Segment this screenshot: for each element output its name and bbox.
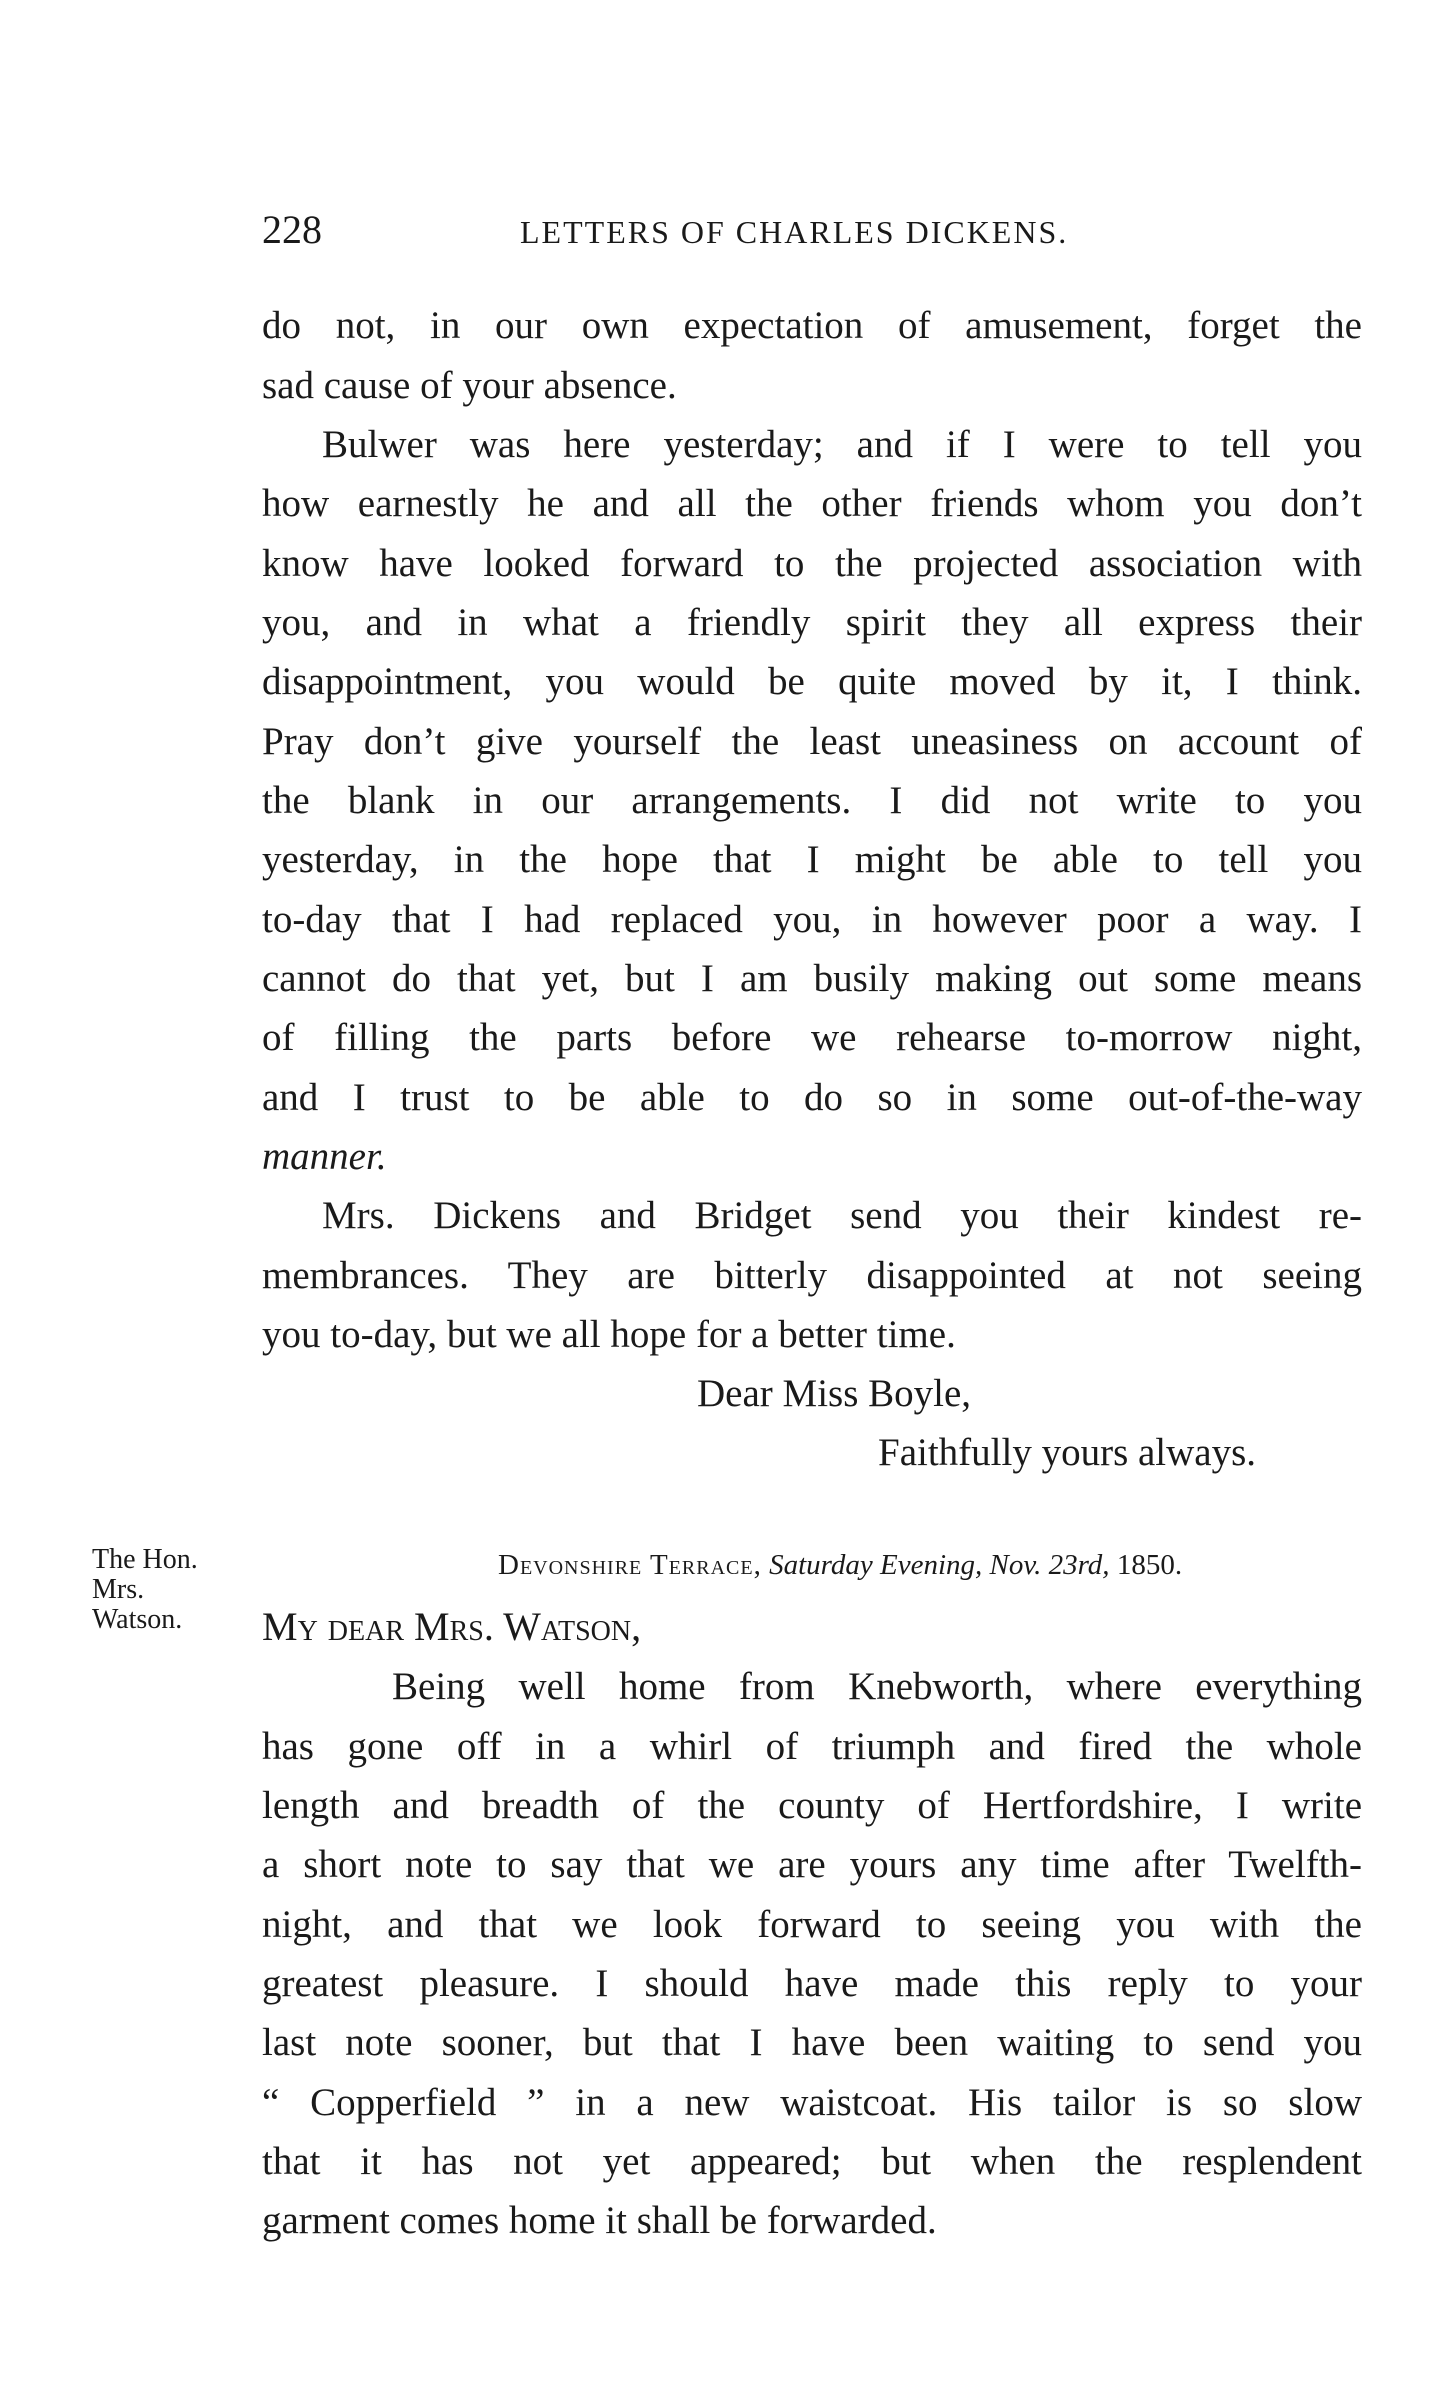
text-line: “ Copperfield ” in a new waistcoat. His tailor is so slow <box>262 2081 1362 2124</box>
text-line: you to-day, but we all hope for a better time. <box>262 1313 956 1356</box>
running-title: LETTERS OF CHARLES DICKENS. <box>520 214 1069 250</box>
text-line: Mrs. Dickens and Bridget send you their kindest re- <box>322 1194 1362 1237</box>
text-line: has gone off in a whirl of triumph and fired the whole <box>262 1725 1362 1768</box>
text-line: last note sooner, but that I have been waiting to send you <box>262 2021 1362 2064</box>
text-line: how earnestly he and all the other friends whom you don’t <box>262 482 1362 525</box>
margin-note-line: The Hon. <box>92 1544 198 1575</box>
text-line: length and breadth of the county of Hertfordshire, I write <box>262 1784 1362 1827</box>
dateline-time: Saturday Evening, Nov. 23rd, <box>769 1549 1110 1581</box>
closing-signoff: Faithfully yours always. <box>878 1431 1257 1474</box>
text-line: manner. <box>262 1135 387 1178</box>
text-line: Being well home from Knebworth, where everything <box>392 1665 1362 1708</box>
dateline-year: 1850. <box>1116 1549 1183 1581</box>
text-line: sad cause of your absence. <box>262 364 677 407</box>
text-line: disappointment, you would be quite moved by it, I think. <box>262 660 1362 703</box>
text-line: to-day that I had replaced you, in however poor a way. I <box>262 898 1362 941</box>
text-line: Pray don’t give yourself the least uneasiness on account of <box>262 720 1362 763</box>
text-line: membrances. They are bitterly disappointed at not seeing <box>262 1254 1362 1297</box>
text-line: the blank in our arrangements. I did not write to you <box>262 779 1362 822</box>
dateline <box>498 1545 1182 1585</box>
text-line: know have looked forward to the projected association with <box>262 542 1362 585</box>
closing-salutation: Dear Miss Boyle, <box>697 1372 972 1415</box>
text-line: do not, in our own expectation of amusement, forget the <box>262 304 1362 347</box>
text-line: a short note to say that we are yours any time after Twelfth- <box>262 1843 1362 1886</box>
text-line: of filling the parts before we rehearse to-morrow night, <box>262 1016 1362 1059</box>
margin-note-line: Mrs. <box>92 1574 145 1605</box>
text-line: that it has not yet appeared; but when the resplendent <box>262 2140 1362 2183</box>
text-line: and I trust to be able to do so in some out-of-the-way <box>262 1076 1362 1119</box>
text-line: you, and in what a friendly spirit they all express their <box>262 601 1362 644</box>
text-line: night, and that we look forward to seeing you with the <box>262 1903 1362 1946</box>
salutation: My dear Mrs. Watson, <box>262 1604 642 1649</box>
text-line: yesterday, in the hope that I might be able to tell you <box>262 838 1362 881</box>
text-line: garment comes home it shall be forwarded. <box>262 2199 937 2242</box>
margin-note-line: Watson. <box>92 1604 183 1635</box>
text-line: Bulwer was here yesterday; and if I were to tell you <box>322 423 1362 466</box>
page-number: 228 <box>262 207 322 252</box>
dateline-place: Devonshire Terrace, <box>498 1549 762 1581</box>
text-line: cannot do that yet, but I am busily making out some means <box>262 957 1362 1000</box>
text-line: greatest pleasure. I should have made this reply to your <box>262 1962 1362 2005</box>
